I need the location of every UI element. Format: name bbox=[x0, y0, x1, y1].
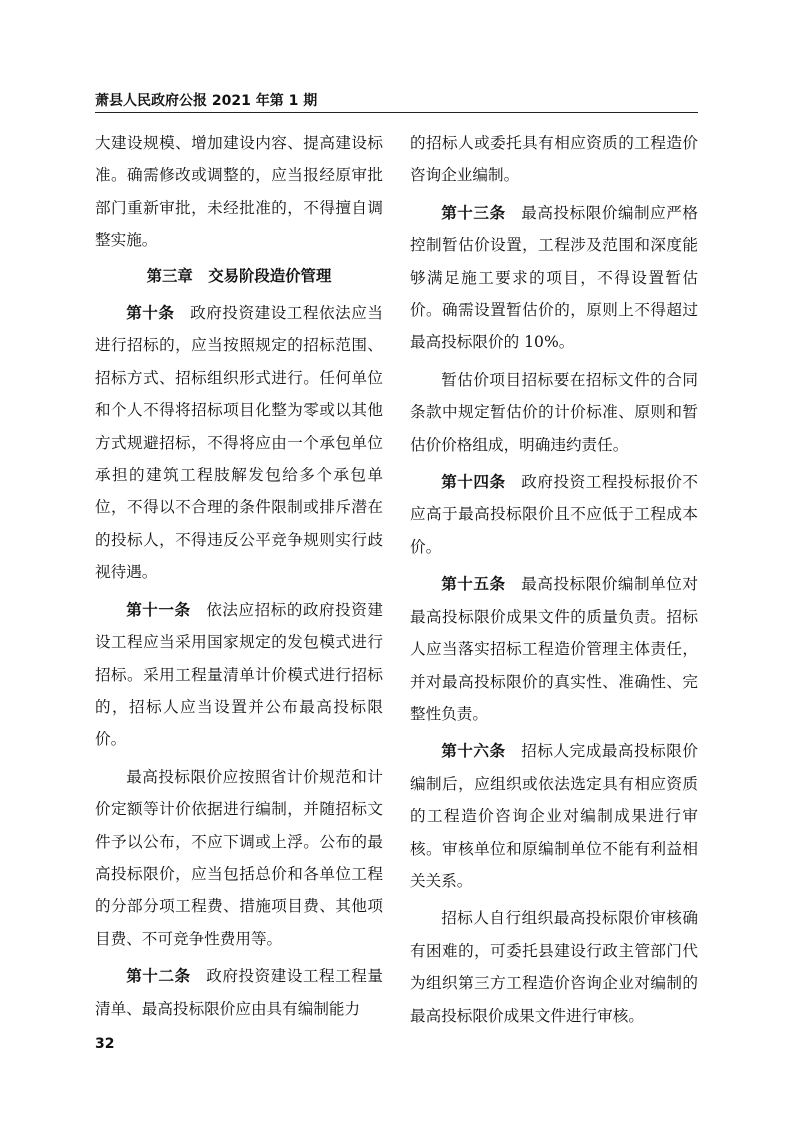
article-text: 政府投资工程投标报价不应高于最高投标限价且不应低于工程成本价。 bbox=[410, 473, 698, 556]
article-12 bbox=[95, 960, 383, 1025]
paragraph-continued: 大建设规模、增加建设内容、提高建设标准。确需修改或调整的，应当报经原审批部门重新审批，未经批准的，不得擅自调整实施。 bbox=[95, 134, 383, 250]
paragraph-review: 招标人自行组织最高投标限价审核确有困难的，可委托县建设行政主管部门代为组织第三方工程造价咨询企业对编制的最高投标限价成果文件进行审核。 bbox=[410, 909, 698, 1025]
article-13 bbox=[410, 197, 698, 359]
header-divider bbox=[95, 112, 698, 113]
article-label: 第十三条 bbox=[441, 203, 506, 222]
article-label: 第十一条 bbox=[126, 600, 191, 619]
article-text: 最高投标限价编制单位对最高投标限价成果文件的质量负责。招标人应当落实招标工程造价管理主体责任，并对最高投标限价的真实性、准确性、完整性负责。 bbox=[410, 575, 698, 723]
article-text: 政府投资建设工程依法应当进行招标的，应当按照规定的招标范围、招标方式、招标组织形式进行。任何单位和个人不得将招标项目化整为零或以其他方式规避招标，不得将应由一个承包单位承担的建筑工程肢解发包给多个承包单位，不得以不合理的条件限制或排斥潜在的投标人，不得违反公平竞争规则实行歧视待遇。 bbox=[95, 304, 383, 582]
article-14 bbox=[410, 466, 698, 563]
article-label: 第十条 bbox=[126, 304, 175, 323]
publication-header: 萧县人民政府公报 2021 年第 1 期 bbox=[95, 93, 318, 109]
article-text: 依法应招标的政府投资建设工程应当采用国家规定的发包模式进行招标。采用工程量清单计价模式进行招标的，招标人应当设置并公布最高投标限价。 bbox=[95, 600, 383, 749]
chapter-heading: 第三章 交易阶段造价管理 bbox=[146, 266, 332, 285]
paragraph-limit-price: 最高投标限价应按照省计价规范和计价定额等计价依据进行编制，并随招标文件予以公布，不应下调或上浮。公布的最高投标限价，应当包括总价和各单位工程的分部分项工程费、措施项目费、其他项目费、不可竞争性费用等。 bbox=[95, 767, 383, 948]
article-text: 招标人完成最高投标限价编制后，应组织或依法选定具有相应资质的工程造价咨询企业对编制成果进行审核。审核单位和原编制单位不能有利益相关关系。 bbox=[410, 742, 698, 890]
article-label: 第十四条 bbox=[441, 473, 506, 492]
article-11 bbox=[95, 594, 383, 756]
article-label: 第十二条 bbox=[126, 967, 191, 986]
paragraph-provisional: 暂估价项目招标要在招标文件的合同条款中规定暂估价的计价标准、原则和暂估价价格组成，明确违约责任。 bbox=[410, 370, 698, 454]
article-text: 政府投资建设工程工程量清单、最高投标限价应由具有编制能力 bbox=[95, 967, 383, 1018]
article-10 bbox=[95, 297, 383, 589]
article-15 bbox=[410, 568, 698, 730]
article-label: 第十五条 bbox=[441, 575, 506, 594]
article-16 bbox=[410, 735, 698, 897]
paragraph-continued: 的招标人或委托具有相应资质的工程造价咨询企业编制。 bbox=[410, 134, 698, 185]
right-column bbox=[410, 127, 698, 1032]
article-text: 最高投标限价编制应严格控制暂估价设置，工程涉及范围和深度能够满足施工要求的项目，不得设置暂估价。确需设置暂估价的，原则上不得超过最高投标限价的 10%。 bbox=[410, 203, 698, 352]
article-label: 第十六条 bbox=[441, 742, 506, 761]
page-number: 32 bbox=[95, 1036, 115, 1052]
left-column bbox=[95, 127, 383, 1025]
